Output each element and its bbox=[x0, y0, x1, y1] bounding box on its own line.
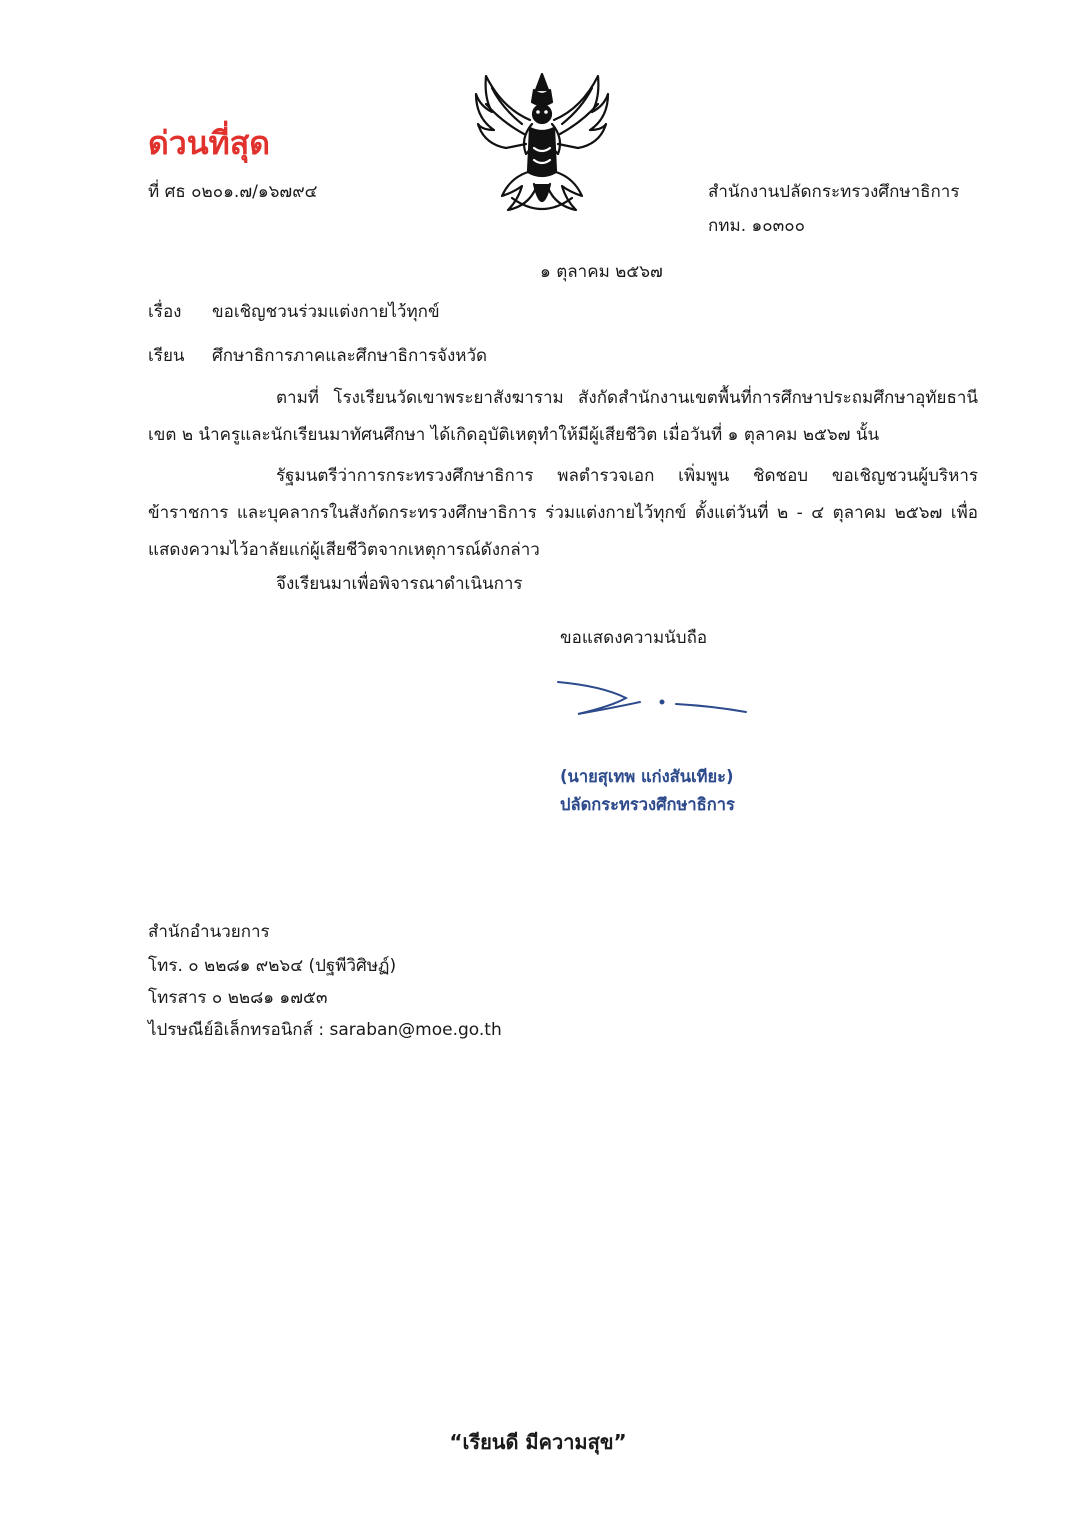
body-paragraph-3: จึงเรียนมาเพื่อพิจารณาดำเนินการ bbox=[276, 574, 523, 594]
recipient-label: เรียน bbox=[148, 346, 185, 366]
body-paragraph-2: รัฐมนตรีว่าการกระทรวงศึกษาธิการ พลตำรวจเอก เพิ่มพูน ชิดชอบ ขอเชิญชวนผู้บริหาร ข้าราชการ และบุคลากรในสังกัดกระทรวงศึกษาธิการ ร่วมแต่งกายไว้ทุกข์ ตั้งแต่วันที่ ๒ - ๔ ตุลาคม ๒๕๖๗ เพื่อแสดงความไว้อาลัยแก่ผู้เสียชีวิตจากเหตุการณ์ดังกล่าว bbox=[148, 466, 978, 560]
urgency-stamp: ด่วนที่สุด bbox=[148, 124, 271, 162]
subject-label: เรื่อง bbox=[148, 302, 182, 322]
contact-email: ไปรษณีย์อิเล็กทรอนิกส์ : saraban@moe.go.th bbox=[148, 1020, 502, 1040]
signer-title: ปลัดกระทรวงศึกษาธิการ bbox=[560, 795, 735, 814]
garuda-emblem-icon bbox=[472, 68, 612, 220]
recipient-text: ศึกษาธิการภาคและศึกษาธิการจังหวัด bbox=[212, 346, 488, 366]
document-number: ที่ ศธ ๐๒๐๑.๗/๑๖๗๙๔ bbox=[148, 182, 318, 202]
contact-phone: โทร. ๐ ๒๒๘๑ ๙๒๖๔ (ปฐพีวิศิษฏ์) bbox=[148, 956, 397, 976]
contact-fax: โทรสาร ๐ ๒๒๘๑ ๑๗๕๓ bbox=[148, 988, 328, 1008]
body-paragraph-1: ตามที่ โรงเรียนวัดเขาพระยาสังฆาราม สังกัดสำนักงานเขตพื้นที่การศึกษาประถมศึกษาอุทัยธานี เขต ๒ นำครูและนักเรียนมาทัศนศึกษา ได้เกิดอุบัติเหตุทำให้มีผู้เสียชีวิต เมื่อวันที่ ๑ ตุลาคม ๒๕๖๗ นั้น bbox=[148, 388, 978, 445]
subject-text: ขอเชิญชวนร่วมแต่งกายไว้ทุกข์ bbox=[212, 302, 440, 322]
regards: ขอแสดงความนับถือ bbox=[560, 628, 708, 648]
subject-line bbox=[148, 300, 440, 324]
org-name: สำนักงานปลัดกระทรวงศึกษาธิการ bbox=[708, 182, 960, 202]
document-date: ๑ ตุลาคม ๒๕๖๗ bbox=[540, 262, 663, 282]
footer-motto: “เรียนดี มีความสุข” bbox=[449, 1430, 627, 1454]
org-postal: กทม. ๑๐๓๐๐ bbox=[708, 216, 806, 236]
signature-mark bbox=[552, 672, 752, 722]
recipient-line bbox=[148, 344, 487, 368]
signer-name: (นายสุเทพ แก่งสันเทียะ) bbox=[560, 767, 734, 786]
contact-office: สำนักอำนวยการ bbox=[148, 922, 270, 942]
